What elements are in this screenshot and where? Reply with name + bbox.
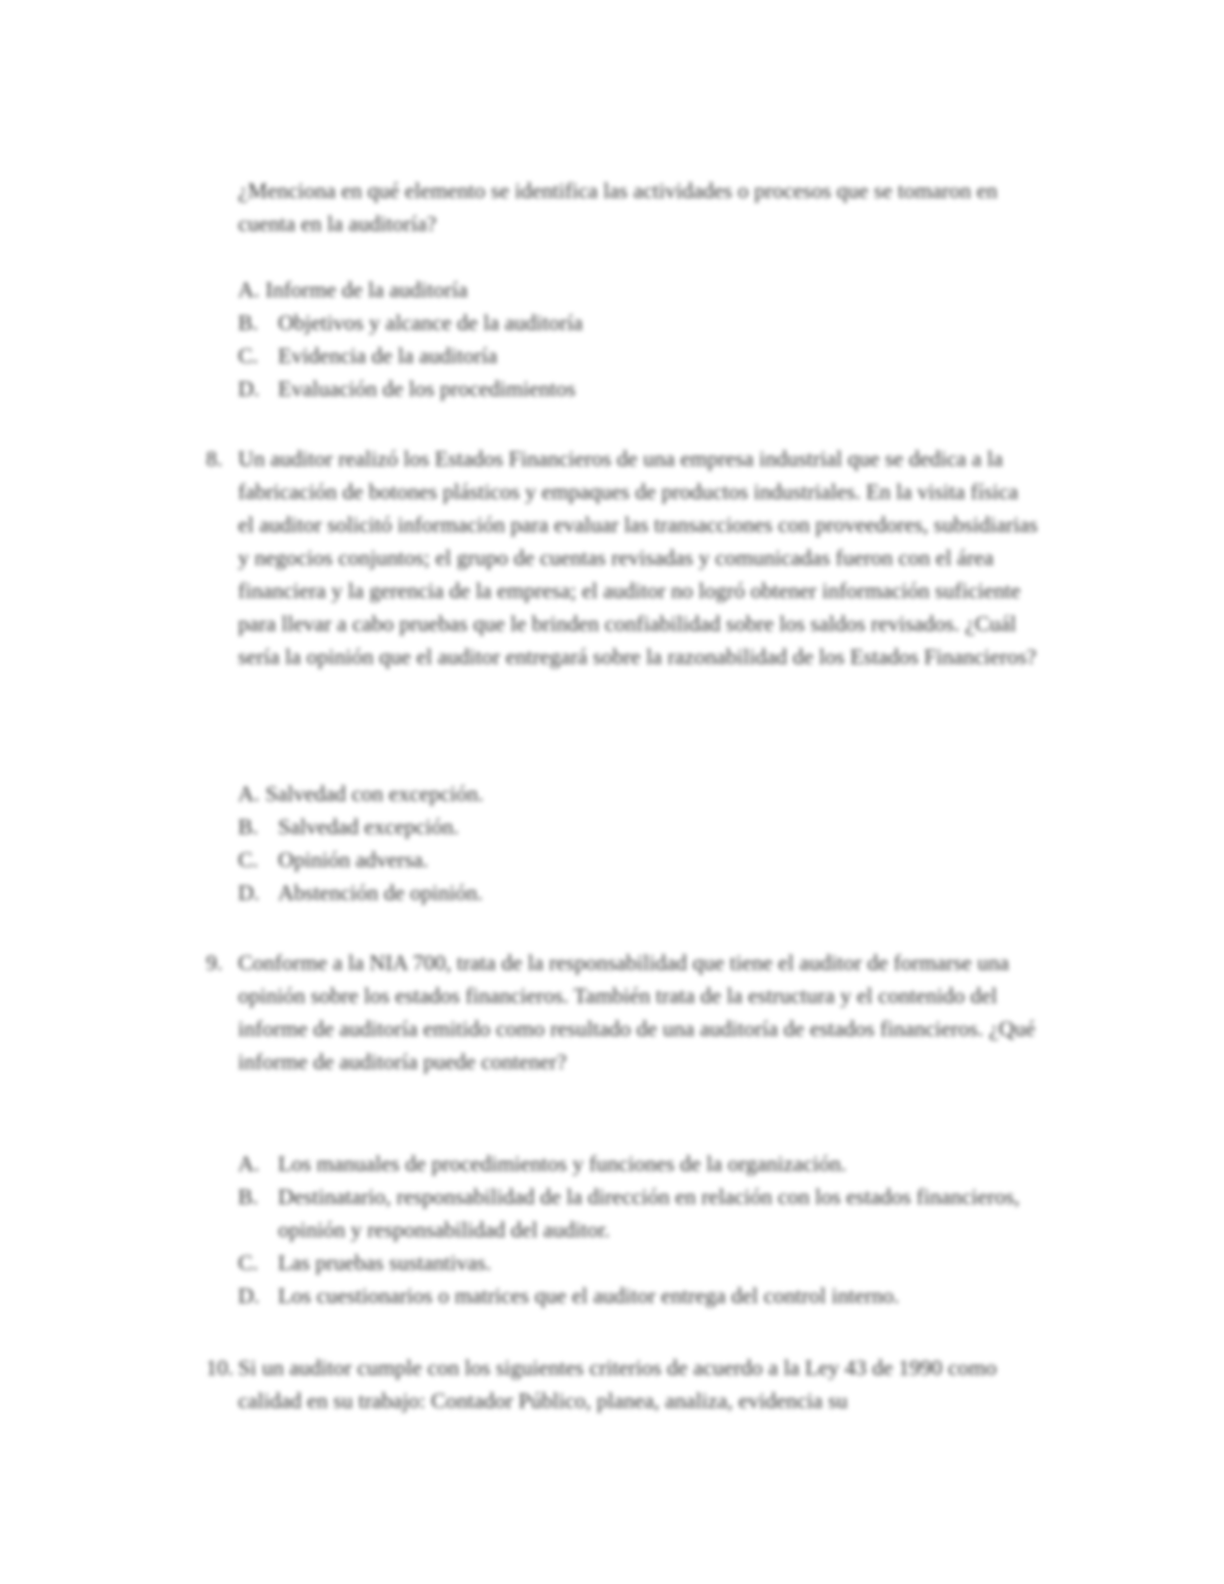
- option-text: Salvedad con excepción.: [265, 781, 484, 806]
- question-8-options: [238, 777, 1038, 909]
- option-letter: D.: [238, 880, 260, 905]
- option-text: Evaluación de los procedimientos: [278, 376, 576, 401]
- option-text: Las pruebas sustantivas.: [278, 1250, 492, 1275]
- option-text: Evidencia de la auditoría: [278, 343, 498, 368]
- question-8-stem: Un auditor realizó los Estados Financieros de una empresa industrial que se dedica a la fabricación de botones plásticos y empaques de productos industriales. En la visita física el auditor solicitó información para evaluar las transacciones con proveedores, subsidiarias y negocios conjuntos; el grupo de cuentas revisadas y comunicadas fueron con el área financiera y la gerencia de la empresa; el auditor no logró obtener información suficiente para llevar a cabo pruebas que le brinden confiabilidad sobre los saldos revisados. ¿Cuál sería la opinión que el auditor entregará sobre la razonabilidad de los Estados Financieros?: [238, 446, 1038, 669]
- option-letter: B.: [238, 310, 259, 335]
- option-letter: C.: [238, 847, 259, 872]
- option-a: [238, 273, 1038, 306]
- question-8-number: 8.: [206, 446, 223, 471]
- option-text: Abstención de opinión.: [278, 880, 483, 905]
- option-letter: D.: [238, 1283, 260, 1308]
- option-letter: A.: [238, 277, 260, 302]
- option-d: [238, 876, 1038, 909]
- option-text: Destinatario, responsabilidad de la dirección en relación con los estados financieros, opinión y responsabilidad del auditor.: [278, 1184, 1020, 1242]
- option-c: [238, 339, 1038, 372]
- question-7-stem: ¿Menciona en qué elemento se identifica las actividades o procesos que se tomaron en cuenta en la auditoría?: [238, 178, 998, 236]
- option-text: Opinión adversa.: [278, 847, 429, 872]
- question-9-stem: Conforme a la NIA 700, trata de la responsabilidad que tiene el auditor de formarse una opinión sobre los estados financieros. También trata de la estructura y el contenido del informe de auditoría emitido como resultado de una auditoría de estados financieros. ¿Qué informe de auditoría puede contener?: [238, 950, 1036, 1074]
- option-a: [238, 777, 1038, 810]
- option-letter: C.: [238, 1250, 259, 1275]
- option-text: Informe de la auditoría: [265, 277, 468, 302]
- question-9-number: 9.: [206, 950, 223, 975]
- option-letter: A.: [238, 1151, 260, 1176]
- option-c: [238, 843, 1038, 876]
- question-9-options: [238, 1147, 1038, 1312]
- option-letter: A.: [238, 781, 260, 806]
- option-b: [238, 306, 1038, 339]
- option-b: [238, 1180, 1038, 1246]
- question-10-number: 10.: [206, 1355, 234, 1380]
- option-d: [238, 1279, 1038, 1312]
- question-10-stem: Si un auditor cumple con los siguientes criterios de acuerdo a la Ley 43 de 1990 como calidad en su trabajo: Contador Público, planea, analiza, evidencia su: [238, 1355, 997, 1413]
- option-letter: D.: [238, 376, 260, 401]
- option-text: Salvedad excepción.: [278, 814, 459, 839]
- option-c: [238, 1246, 1038, 1279]
- option-letter: B.: [238, 1184, 259, 1209]
- question-7-options: [238, 273, 1038, 405]
- option-a: [238, 1147, 1038, 1180]
- option-text: Los manuales de procedimientos y funciones de la organización.: [278, 1151, 847, 1176]
- option-d: [238, 372, 1038, 405]
- option-b: [238, 810, 1038, 843]
- option-text: Objetivos y alcance de la auditoría: [278, 310, 583, 335]
- option-letter: C.: [238, 343, 259, 368]
- option-text: Los cuestionarios o matrices que el auditor entrega del control interno.: [278, 1283, 900, 1308]
- option-letter: B.: [238, 814, 259, 839]
